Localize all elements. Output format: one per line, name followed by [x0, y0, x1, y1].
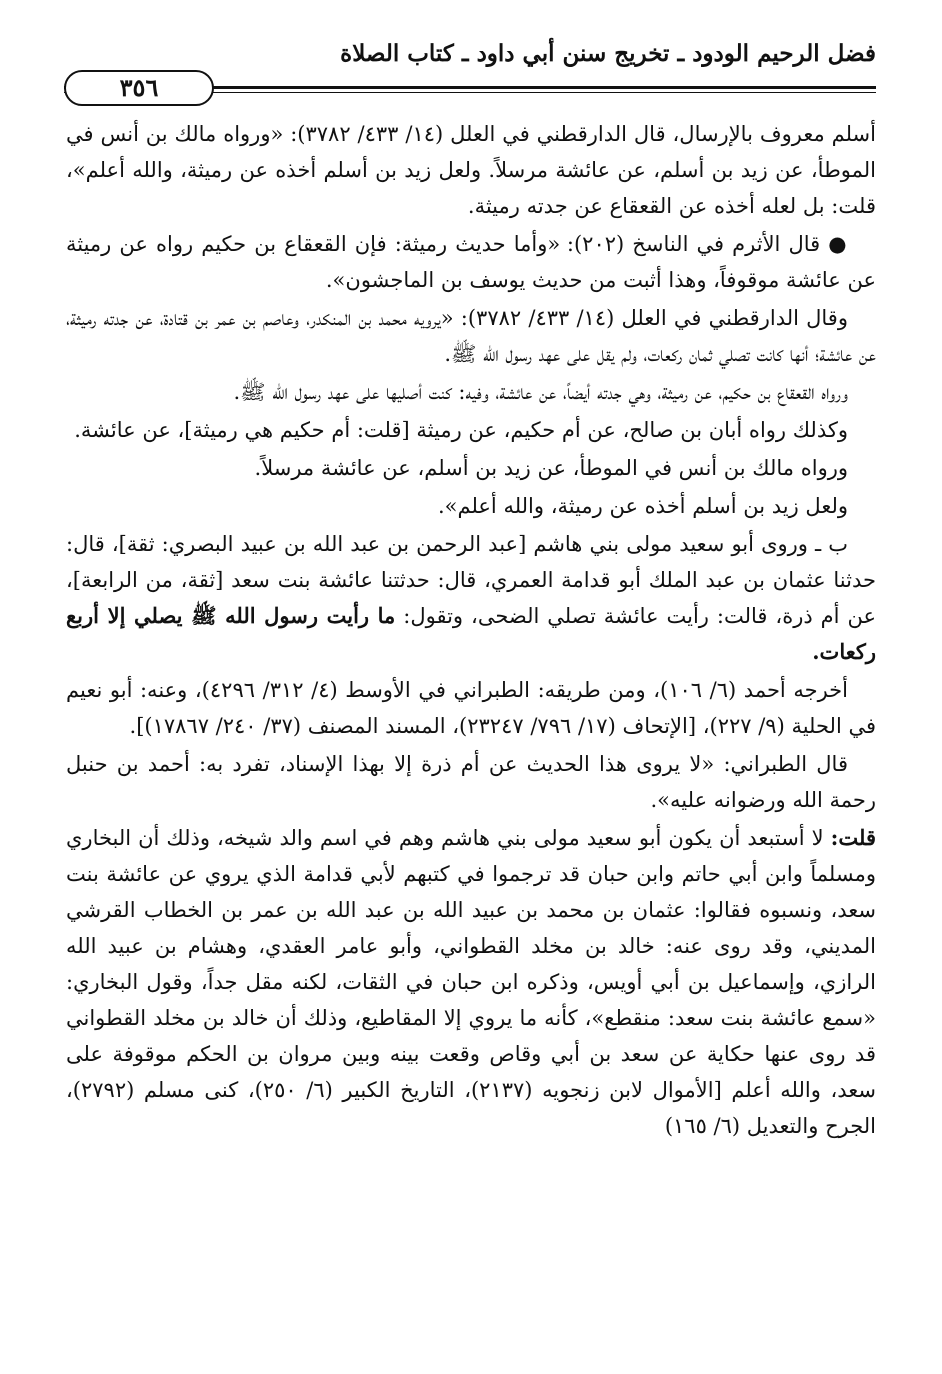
paragraph-10: قال الطبراني: «لا يروى هذا الحديث عن أم ذرة إلا بهذا الإسناد، تفرد به: أحمد بن حنبل رحمة الله ورضوانه عليه».	[66, 752, 876, 812]
paragraph-2: ● قال الأثرم في الناسخ (٢٠٢): «وأما حديث رميثة: فإن القعقاع بن حكيم رواه عن رميثة عن عائشة موقوفاً، وهذا أثبت من حديث يوسف بن الماجشون».	[66, 232, 876, 292]
paragraph-11-lead: قلت:	[830, 825, 876, 850]
paragraph-4: ورواه القعقاع بن حكيم، عن رميثة، وهي جدته أيضاً، عن عائشة، وفيه: كنت أصليها على عهد رسول الله ﷺ.	[233, 380, 848, 404]
page-number: ٣٥٦	[64, 70, 214, 106]
running-title: فضل الرحيم الودود ـ تخريج سنن أبي داود ـ كتاب الصلاة	[340, 40, 876, 67]
paragraph-6: ورواه مالك بن أنس في الموطأ، عن زيد بن أسلم، عن عائشة مرسلاً.	[254, 456, 848, 480]
page-header	[64, 40, 876, 102]
paragraph-1: أسلم معروف بالإرسال، قال الدارقطني في العلل (١٤/ ٤٣٣/ ٣٧٨٢): «ورواه مالك بن أنس في الموطأ، عن زيد بن أسلم، عن عائشة مرسلاً. ولعل زيد بن أسلم أخذه عن رميثة، والله أعلم»، قلت: بل لعله أخذه عن القعقاع عن جدته رميثة.	[66, 122, 876, 218]
paragraph-8	[66, 526, 876, 670]
paragraph-5: وكذلك رواه أبان بن صالح، عن أم حكيم، عن رميثة [قلت: أم حكيم هي رميثة]، عن عائشة.	[74, 418, 848, 442]
paragraph-3: وقال الدارقطني في العلل (١٤/ ٤٣٣/ ٣٧٨٢): «يرويه محمد بن المنكدر، وعاصم بن عمر بن قتادة، عن جدته رميثة، عن عائشة؛ أنها كانت تصلي ثمان ركعات، ولم يقل على عهد رسول الله ﷺ.	[66, 306, 876, 366]
paragraph-9: أخرجه أحمد (٦/ ١٠٦)، ومن طريقه: الطبراني في الأوسط (٤/ ٣١٢/ ٤٢٩٦)، وعنه: أبو نعيم في الحلية (٩/ ٢٢٧)، [الإتحاف (١٧/ ٧٩٦/ ٢٣٢٤٧)، المسند المصنف (٣٧/ ٢٤٠/ ١٧٨٦٧)].	[66, 678, 876, 738]
paragraph-8-bold: ما رأيت رسول الله ﷺ يصلي إلا أربع ركعات.	[66, 603, 876, 664]
paragraph-11-text: لا أستبعد أن يكون أبو سعيد مولى بني هاشم وهم في اسم والد شيخه، وذلك أن البخاري ومسلماً وابن أبي حاتم وابن حبان قد ترجموا في كتبهم لأبي قدامة الذي يروي عن عائشة بنت سعد، ونسبوه فقالوا: عثمان بن محمد بن عبيد الله بن عبد الله بن عمر بن الخطاب القرشي المديني، وقد روى عنه: خالد بن مخلد القطواني، وأبو عامر العقدي، وهشام بن عبيد الله الرازي، وإسماعيل بن أبي أويس، وذكره ابن حبان في الثقات، لكنه مقل جداً، وقول البخاري: «سمع عائشة بنت سعد: منقطع»، كأنه ما يروي إلا المقاطيع، وذلك أن خالد بن مخلد القطواني قد روى عنها حكاية عن سعد بن أبي وقاص وقعت بينه وبين مروان بن الحكم موقوفة على سعد، والله أعلم [الأموال لابن زنجويه (٢١٣٧)، التاريخ الكبير (٦/ ٢٥٠)، كنى مسلم (٢٧٩٢)، الجرح والتعديل (٦/ ١٦٥)	[66, 826, 876, 1138]
paragraph-11	[66, 820, 876, 1144]
main-text	[66, 116, 876, 1146]
paragraph-8-text: ب ـ وروى أبو سعيد مولى بني هاشم [عبد الرحمن بن عبد الله بن عبيد البصري: ثقة]، قال: حدثنا عثمان بن عبد الملك أبو قدامة العمري، قال: حدثتنا عائشة بنت سعد [ثقة، من الرابعة]، عن أم ذرة، قالت: رأيت عائشة تصلي الضحى، وتقول:	[66, 532, 876, 628]
paragraph-7: ولعل زيد بن أسلم أخذه عن رميثة، والله أعلم».	[437, 494, 848, 518]
